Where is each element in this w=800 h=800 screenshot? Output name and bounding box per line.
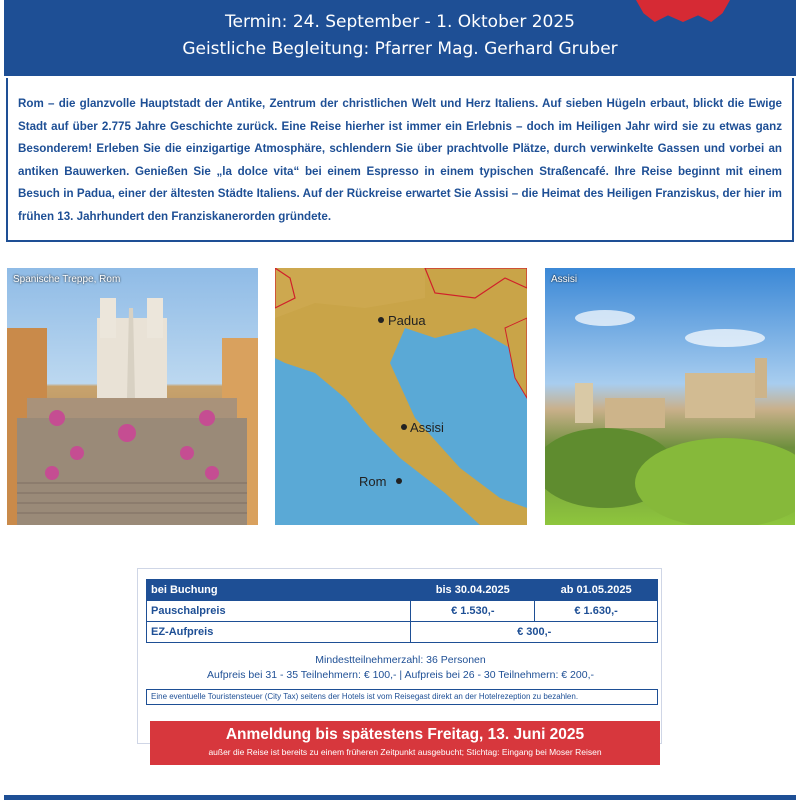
intro-box — [6, 78, 794, 242]
table-row — [147, 601, 658, 622]
travel-dates: Termin: 24. September - 1. Oktober 2025 — [224, 12, 575, 32]
registration-note: außer die Reise ist bereits zu einem früheren Zeitpunkt ausgebucht; Stichtag: Eingang bei Moser Reisen — [208, 747, 602, 757]
header-until: bis 30.04.2025 — [411, 580, 535, 601]
pauschal-early-price: € 1.530,- — [411, 601, 535, 622]
registration-deadline: Anmeldung bis spätestens Freitag, 13. Juni 2025 — [225, 726, 585, 743]
photo-caption-assisi: Assisi — [551, 274, 578, 285]
photo-spanish-steps — [7, 268, 258, 525]
header-booking: bei Buchung — [147, 580, 411, 601]
registration-banner — [150, 721, 660, 765]
map-label-padua: Padua — [388, 313, 426, 328]
price-box — [137, 568, 662, 744]
intro-text: Rom – die glanzvolle Hauptstadt der Antike, Zentrum der christlichen Welt und Herz Italiens. Auf sieben Hügeln erbaut, blickt die Ewige Stadt auf über 2.775 Jahre Geschichte zurück. Eine Reise hierher ist immer ein Erlebnis – doch im Heiligen Jahr wird sie zu etwas ganz Besonderem! Erleben Sie die einzigartige Atmosphäre, schlendern Sie über prachtvolle Plätze, durch verwinkelte Gassen und vorbei an antiken Bauwerken. Genießen Sie „la dolce vita“ bei einem Espresso in einem typischen Straßencafé. Ihre Reise beginnt mit einem Besuch in Padua, einer der ältesten Städte Italiens. Auf der Rückreise erwartet Sie Assisi – die Heimat des Heiligen Franziskus, der hier im frühen 13. Jahrhundert den Franziskanerorden gründete. — [18, 97, 782, 223]
photo-assisi — [545, 268, 795, 525]
surcharge-info: Aufpreis bei 31 - 35 Teilnehmern: € 100,- | Aufpreis bei 26 - 30 Teilnehmern: € 200,- — [207, 669, 594, 681]
map-italy — [275, 268, 527, 525]
price-table-header — [147, 580, 658, 601]
spanish-steps-illustration — [7, 268, 258, 525]
pauschal-late-price: € 1.630,- — [535, 601, 658, 622]
photo-caption-rome: Spanische Treppe, Rom — [13, 274, 121, 285]
table-row — [147, 622, 658, 643]
pauschal-label: Pauschalpreis — [147, 601, 411, 622]
assisi-illustration — [545, 268, 795, 525]
price-table — [146, 579, 658, 643]
ez-label: EZ-Aufpreis — [147, 622, 411, 643]
map-label-rome: Rom — [359, 474, 387, 489]
footer-divider — [4, 795, 796, 800]
italy-map-illustration — [275, 268, 527, 525]
city-tax-note: Eine eventuelle Touristensteuer (City Tax) seitens der Hotels ist vom Reisegast direkt an der Hotelrezeption zu bezahlen. — [146, 689, 658, 705]
ez-price: € 300,- — [411, 622, 658, 643]
min-participants: Mindestteilnehmerzahl: 36 Personen — [315, 654, 486, 666]
header-from: ab 01.05.2025 — [535, 580, 658, 601]
map-label-assisi: Assisi — [410, 420, 444, 435]
spiritual-guide: Geistliche Begleitung: Pfarrer Mag. Gerhard Gruber — [182, 39, 618, 59]
